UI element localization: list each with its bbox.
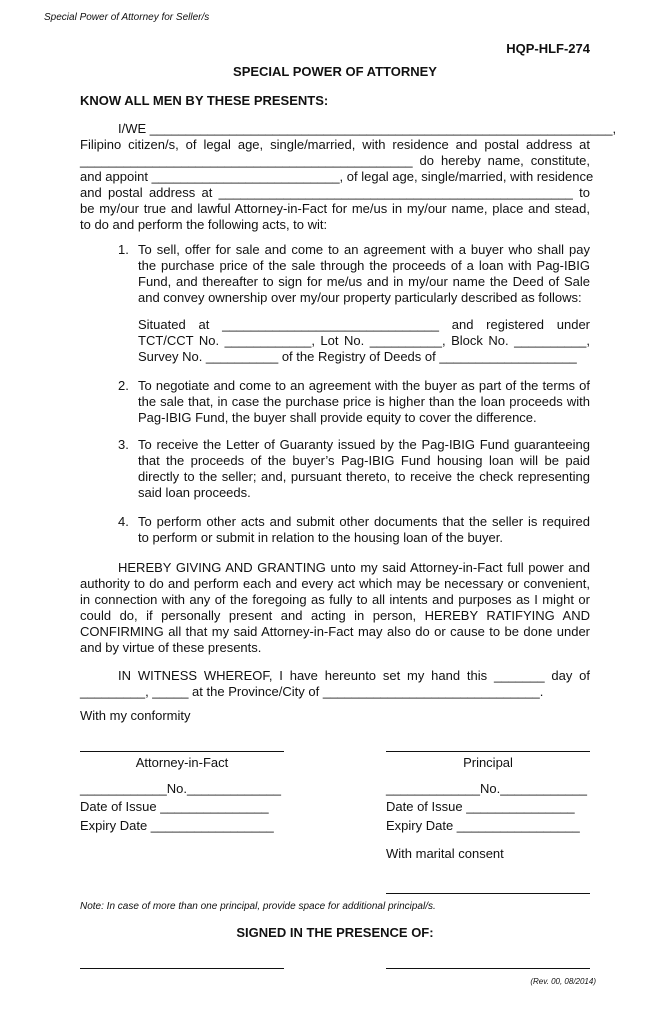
attorney-title: Attorney-in-Fact xyxy=(135,755,229,770)
item-line: the sale that, in case the purchase price is higher than the loan proceeds with xyxy=(138,394,590,409)
granting-line: authority to do and perform each and every act which may be necessary or convenient, xyxy=(80,576,590,591)
conformity-label: With my conformity xyxy=(80,708,191,723)
intro-line: Filipino citizen/s, of legal age, single/married, with residence and postal address at xyxy=(80,137,590,152)
property-line: Survey No. __________ of the Registry of Deeds of ___________________ xyxy=(138,349,577,364)
item-number: 3. xyxy=(118,437,129,452)
intro-line: be my/our true and lawful Attorney-in-Fact for me/us in my/our name, place and stead, xyxy=(80,201,590,216)
witness-line: _________, _____ at the Province/City of ______________________________. xyxy=(80,684,544,699)
item-line: the purchase price of the sale through the proceeds of a loan with Pag-IBIG xyxy=(138,258,590,273)
marital-consent-label: With marital consent xyxy=(386,846,504,861)
intro-line: ______________________________________________ do hereby name, constitute, xyxy=(80,153,590,168)
property-description xyxy=(138,317,590,365)
item-line: that the proceeds of the buyer’s Pag-IBIG Fund housing loan will be paid xyxy=(138,453,590,468)
attorney-id-line: ____________No._____________ xyxy=(80,781,281,796)
principal-title: Principal xyxy=(463,755,513,770)
intro-paragraph xyxy=(80,121,617,233)
item-number: 4. xyxy=(118,514,129,529)
salutation: KNOW ALL MEN BY THESE PRESENTS: xyxy=(80,93,329,108)
item-line: and convey ownership over my/our property particularly described as follows: xyxy=(138,290,582,305)
running-header: Special Power of Attorney for Seller/s xyxy=(44,12,210,23)
witness-line: IN WITNESS WHEREOF, I have hereunto set my hand this _______ day of xyxy=(118,668,590,683)
document-title: SPECIAL POWER OF ATTORNEY xyxy=(233,64,437,79)
item-line: To sell, offer for sale and come to an agreement with a buyer who shall pay xyxy=(138,242,590,257)
item-line: To receive the Letter of Guaranty issued by the Pag-IBIG Fund guaranteeing xyxy=(138,437,590,452)
item-line: Pag-IBIG Fund, the buyer shall provide equity to cover the difference. xyxy=(138,410,537,425)
item-number: 2. xyxy=(118,378,129,393)
item-line: directly to the seller; and, pursuant thereto, to receive the check representing xyxy=(138,469,590,484)
attorney-signature-line xyxy=(80,751,284,752)
item-number: 1. xyxy=(118,242,129,257)
granting-line: in connection with any of the foregoing as fully to all intents and purposes as I might or xyxy=(80,592,590,607)
item-line: To negotiate and come to an agreement with the buyer as part of the terms of xyxy=(138,378,590,393)
granting-line: HEREBY GIVING AND GRANTING unto my said Attorney-in-Fact full power and xyxy=(118,560,590,575)
item-line: said loan proceeds. xyxy=(138,485,251,500)
granting-line: CONFIRMING all that my said Attorney-in-Fact may also do or cause to be done under xyxy=(80,624,590,639)
principal-signature-line xyxy=(386,751,590,752)
item-line: To perform other acts and submit other documents that the seller is required xyxy=(138,514,590,529)
principals-note: Note: In case of more than one principal, provide space for additional principal/s. xyxy=(80,901,436,912)
witness-2-signature-line xyxy=(386,968,590,969)
revision-label: (Rev. 00, 08/2014) xyxy=(530,977,596,986)
attorney-date-of-issue: Date of Issue _______________ xyxy=(80,799,269,814)
intro-line: and appoint __________________________, of legal age, single/married, with residence xyxy=(80,169,594,184)
form-number: HQP-HLF-274 xyxy=(506,41,590,56)
principal-date-of-issue: Date of Issue _______________ xyxy=(386,799,575,814)
intro-line: I/WE ________________________________________________________________, xyxy=(118,121,617,136)
item-line: Fund, and thereafter to sign for me/us and in my/our name the Deed of Sale xyxy=(138,274,590,289)
principal-expiry-date: Expiry Date _________________ xyxy=(386,818,580,833)
item-line: to perform or submit in relation to the housing loan of the buyer. xyxy=(138,530,503,545)
granting-line: could do, if personally present and acting in person, HEREBY RATIFYING AND xyxy=(80,608,590,623)
attorney-expiry-date: Expiry Date _________________ xyxy=(80,818,274,833)
spouse-signature-line xyxy=(386,893,590,894)
property-line: Situated at ______________________________ and registered under xyxy=(138,317,590,332)
property-line: TCT/CCT No. ____________, Lot No. __________, Block No. __________, xyxy=(138,333,590,348)
granting-paragraph xyxy=(80,560,590,656)
principal-id-line: _____________No.____________ xyxy=(386,781,587,796)
signed-in-presence-heading: SIGNED IN THE PRESENCE OF: xyxy=(236,925,434,940)
granting-line: and by virtue of these presents. xyxy=(80,640,262,655)
intro-line: to do and perform the following acts, to wit: xyxy=(80,217,328,232)
witness-1-signature-line xyxy=(80,968,284,969)
witness-paragraph xyxy=(80,668,590,700)
intro-line: and postal address at _________________________________________________ to xyxy=(80,185,590,200)
